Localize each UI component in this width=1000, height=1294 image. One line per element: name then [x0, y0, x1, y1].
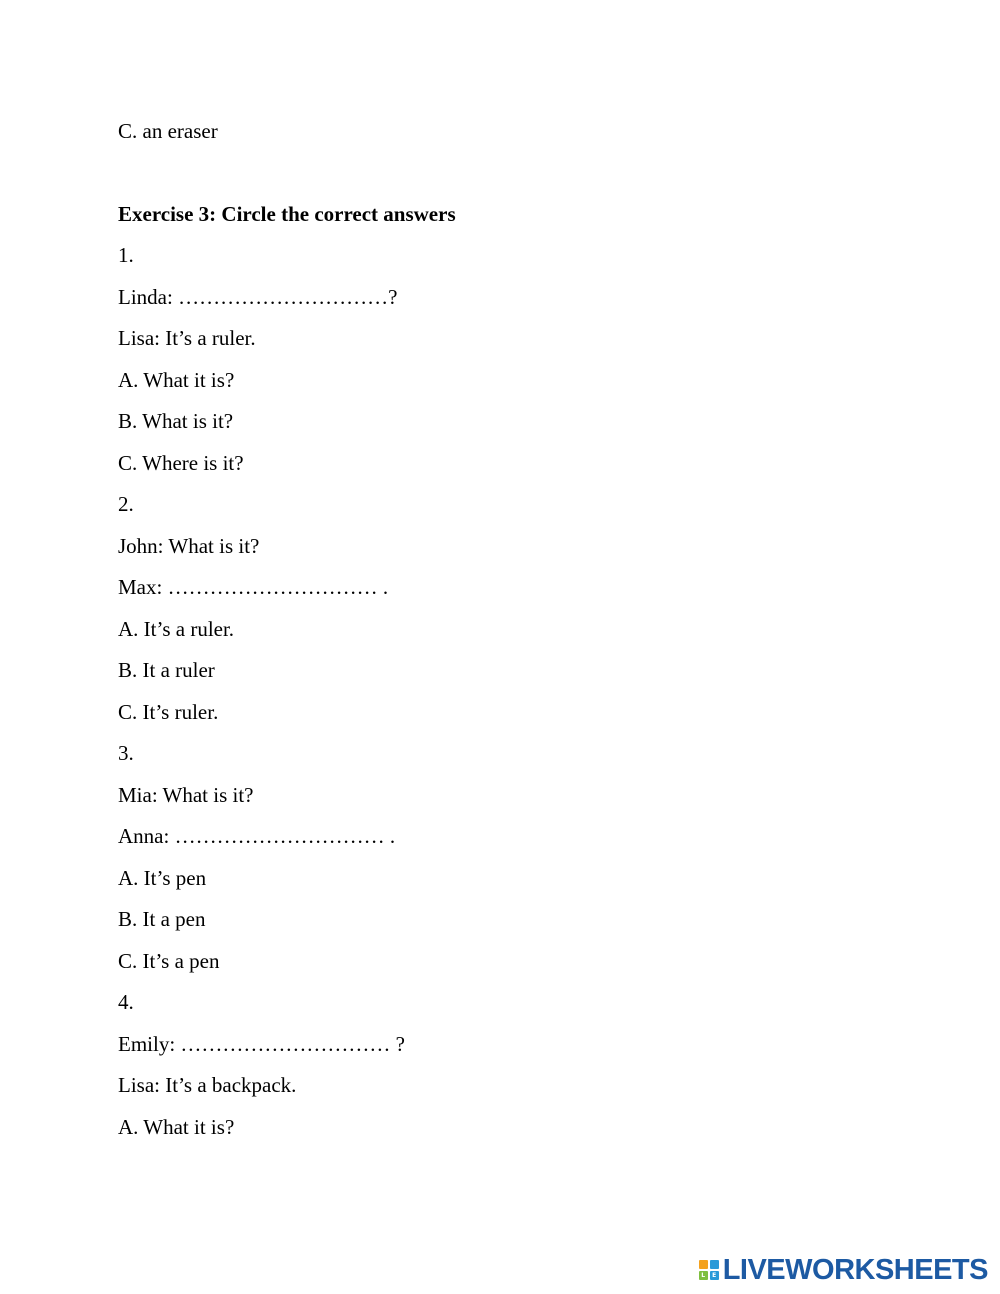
answer-option: C. It’s ruler.: [118, 700, 219, 724]
dialogue-line: Anna: ………………………… .: [118, 824, 396, 848]
answer-option: A. It’s a ruler.: [118, 617, 235, 641]
answer-option: A. What it is?: [118, 1115, 235, 1139]
logo-square: E: [710, 1271, 719, 1280]
dialogue-line: Lisa: It’s a backpack.: [118, 1073, 297, 1097]
answer-option: B. It a ruler: [118, 658, 215, 682]
question-number: 2.: [118, 492, 134, 516]
logo-squares-icon: [699, 1260, 719, 1280]
answer-option: A. What it is?: [118, 368, 235, 392]
dialogue-line: Lisa: It’s a ruler.: [118, 326, 256, 350]
question-number: 4.: [118, 990, 134, 1014]
answer-option: C. an eraser: [118, 119, 218, 143]
answer-option: A. It’s pen: [118, 866, 207, 890]
dialogue-line: Emily: ………………………… ?: [118, 1032, 405, 1056]
question-number: 1.: [118, 243, 134, 267]
liveworksheets-logo: [699, 1254, 988, 1286]
brand-wordmark: LIVEWORKSHEETS: [722, 1254, 988, 1286]
dialogue-line: Mia: What is it?: [118, 783, 254, 807]
answer-option: B. It a pen: [118, 907, 206, 931]
dialogue-line: John: What is it?: [118, 534, 260, 558]
dialogue-line: Max: ………………………… .: [118, 575, 389, 599]
dialogue-line: Linda: …………………………?: [118, 285, 398, 309]
answer-option: B. What is it?: [118, 409, 234, 433]
answer-option: C. Where is it?: [118, 451, 244, 475]
logo-square: [699, 1260, 708, 1269]
logo-square: [710, 1260, 719, 1269]
exercise-heading: Exercise 3: Circle the correct answers: [118, 202, 456, 226]
question-number: 3.: [118, 741, 134, 765]
answer-option: C. It’s a pen: [118, 949, 220, 973]
logo-square: L: [699, 1271, 708, 1280]
